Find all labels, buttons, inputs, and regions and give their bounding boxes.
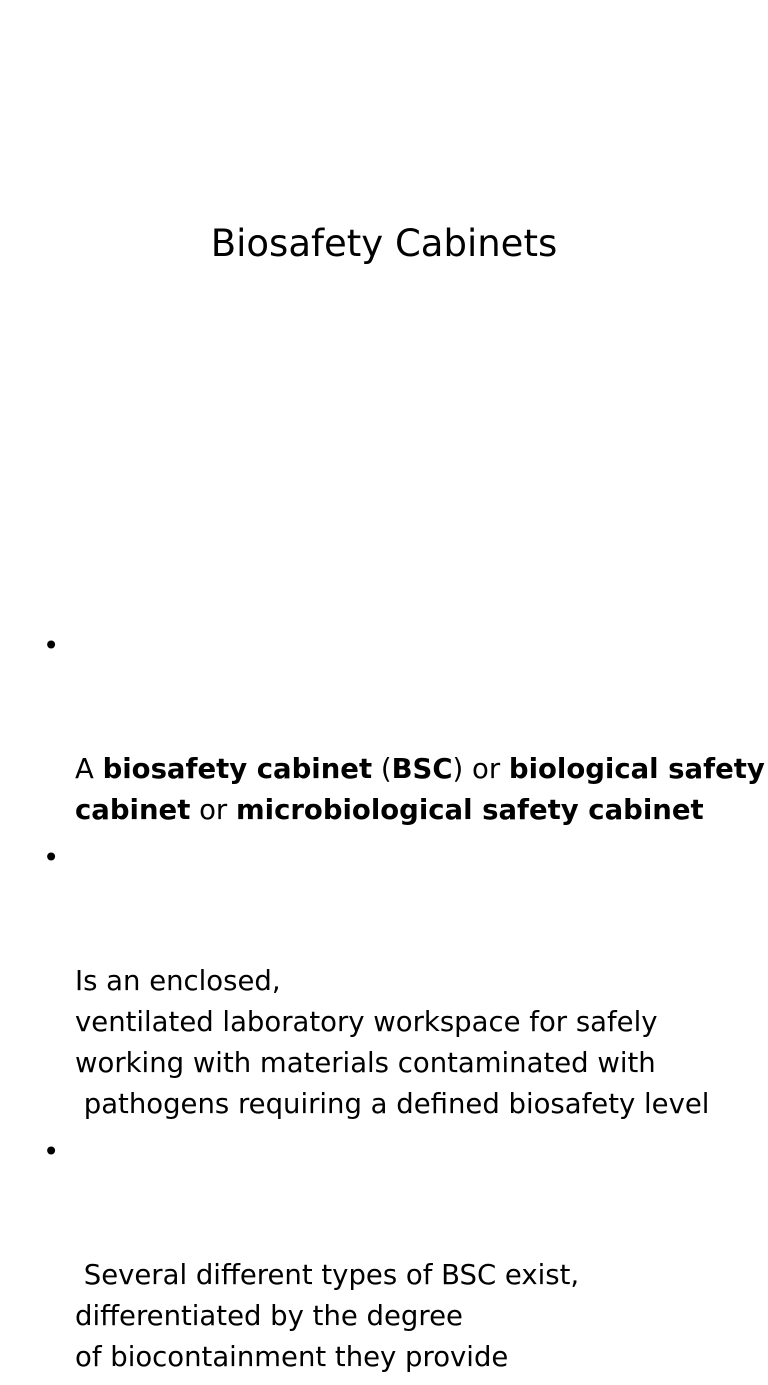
bold-text-run: biological safety (508, 753, 765, 785)
bold-text-run: microbiological safety cabinet (235, 794, 704, 826)
text-run: ventilated laboratory workspace for safely (75, 1006, 658, 1038)
bullet-line (75, 1002, 748, 1043)
text-run: ) or (452, 753, 509, 785)
text-run: Is an enclosed, (75, 965, 281, 997)
bullet-line (75, 1337, 748, 1378)
text-run: differentiated by the degree (75, 1300, 463, 1332)
bullet-dot-icon: • (43, 630, 60, 662)
bullet-line (75, 790, 748, 831)
bullet-list (0, 626, 768, 1385)
text-run: Several different types of BSC exist, (75, 1259, 580, 1291)
bullet-item-definition (0, 626, 768, 831)
text-run: A (75, 753, 103, 785)
bullet-line (75, 1043, 748, 1084)
bullet-item-types (0, 1132, 768, 1378)
slide-title: Biosafety Cabinets (210, 222, 558, 265)
bullet-dot-icon: • (43, 842, 60, 874)
bullet-line (75, 1296, 748, 1337)
bullet-item-description (0, 838, 768, 1125)
bullet-line (75, 961, 748, 1002)
bullet-line (75, 1084, 748, 1125)
bullet-dot-icon: • (43, 1136, 60, 1168)
text-run: or (190, 794, 236, 826)
text-run: working with materials contaminated with (75, 1047, 656, 1079)
bold-text-run: biosafety cabinet (102, 753, 373, 785)
text-run: pathogens requiring a defined biosafety level (75, 1088, 710, 1120)
bold-text-run: cabinet (75, 794, 191, 826)
text-run: of biocontainment they provide (75, 1341, 509, 1373)
text-run: ( (372, 753, 392, 785)
bold-text-run: BSC (391, 753, 453, 785)
bullet-line (75, 1255, 748, 1296)
bullet-line (75, 749, 765, 790)
